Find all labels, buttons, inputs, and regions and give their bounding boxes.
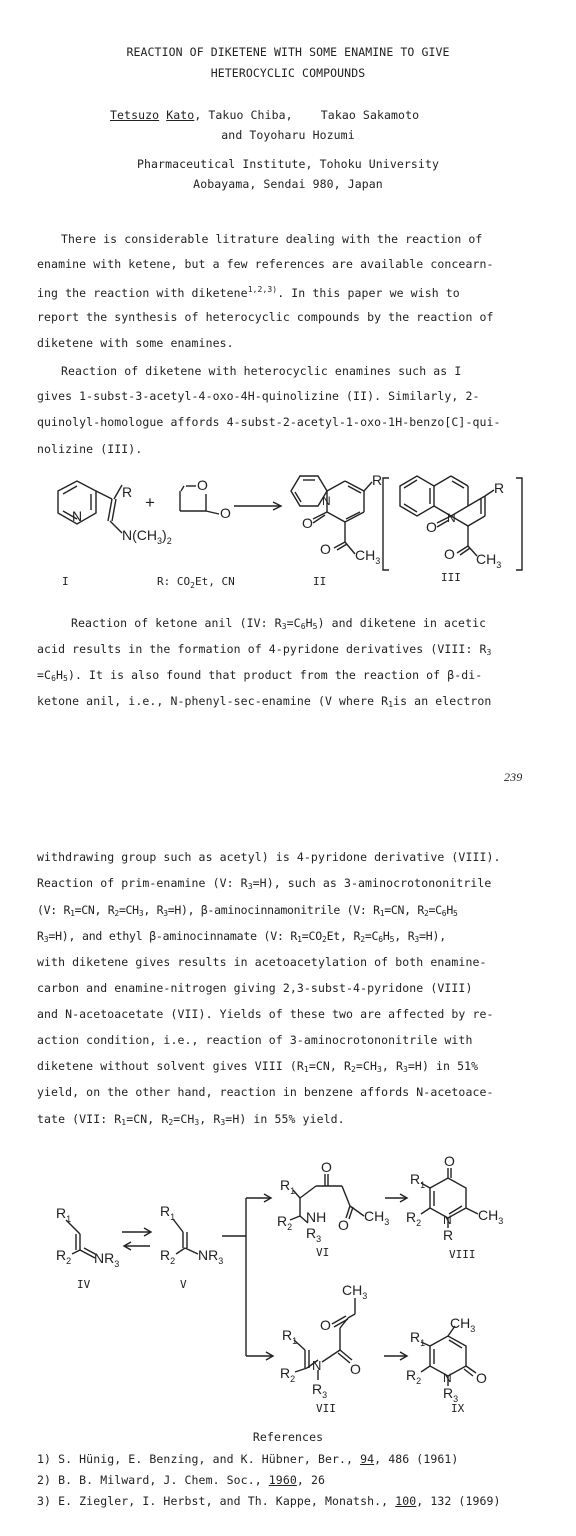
pyridone-ring-IX bbox=[430, 1336, 466, 1376]
subscript: 3 bbox=[486, 648, 492, 657]
label-compound-VIII: VIII bbox=[449, 1248, 476, 1261]
IX-R1: $R_1$ bbox=[410, 1329, 426, 1348]
subscript: 3 bbox=[281, 622, 287, 631]
text: H bbox=[446, 903, 453, 917]
text: acid results in the formation of 4-pyridone derivatives (VIII: R bbox=[37, 642, 487, 656]
IV-R1: $R_1$ bbox=[56, 1205, 72, 1224]
acetyl-methyl-III: $CH_3$ bbox=[476, 551, 502, 570]
para4-line-9 bbox=[37, 1059, 478, 1077]
text: =C bbox=[364, 929, 379, 943]
text: ) and diketene in acetic bbox=[317, 616, 487, 630]
author-line-1 bbox=[110, 108, 419, 122]
carbonyl-oxygen-II: O bbox=[302, 515, 313, 531]
VIII-oxygen: O bbox=[444, 1153, 455, 1169]
IX-nitrogen: N bbox=[443, 1371, 452, 1385]
text: =H) in 51% bbox=[407, 1059, 479, 1073]
subscript: 6 bbox=[300, 622, 306, 631]
text: . In this paper we wish to bbox=[277, 286, 460, 300]
subscript: 2 bbox=[424, 909, 429, 918]
subscript: 3 bbox=[402, 1065, 408, 1074]
VII-ketone-oxygen: O bbox=[320, 1317, 331, 1333]
text: ing the reaction with diketene bbox=[37, 286, 248, 300]
para1-line-2: enamine with ketene, but a few references are available concearn- bbox=[37, 257, 494, 271]
subscript: 3 bbox=[163, 909, 168, 918]
subscript: 6 bbox=[378, 935, 383, 944]
subscript: 5 bbox=[312, 622, 318, 631]
IX-R2: $R_2$ bbox=[406, 1367, 422, 1386]
IV-R2: $R_2$ bbox=[56, 1247, 72, 1266]
text: H bbox=[55, 668, 64, 682]
citation-superscript: 1,2,3) bbox=[247, 285, 278, 294]
volume: 100 bbox=[395, 1494, 417, 1508]
subscript: 3 bbox=[194, 1118, 200, 1127]
paper-title-line-2: HETEROCYCLIC COMPOUNDS bbox=[210, 66, 366, 80]
V-R1: $R_1$ bbox=[160, 1203, 176, 1222]
paper-title-line-1: REACTION OF DIKETENE WITH SOME ENAMINE TO GIVE bbox=[126, 45, 450, 59]
label-substituent-R: R: $CO_2Et$, CN bbox=[157, 575, 235, 590]
subscript: 2 bbox=[321, 935, 327, 944]
IX-methyl: $CH_3$ bbox=[450, 1315, 476, 1334]
label-compound-I: I bbox=[62, 575, 69, 588]
IV-NR3: $NR_3$ bbox=[94, 1250, 120, 1269]
author-2: Takuo Chiba, bbox=[208, 108, 293, 122]
nitrogen-atom-II: N bbox=[322, 494, 331, 508]
IX-oxygen: O bbox=[476, 1370, 487, 1386]
subscript: 3 bbox=[247, 882, 253, 891]
text: Reaction of prim-enamine (V: R bbox=[37, 876, 248, 890]
VI-NH: NH bbox=[306, 1209, 327, 1225]
para1-line-1: There is considerable litrature dealing with the reaction of bbox=[61, 232, 483, 246]
dimethylamino-group: $N(CH_3)_2$ bbox=[122, 527, 172, 546]
text: =CN, R bbox=[74, 903, 115, 917]
reaction-scheme-1 bbox=[0, 466, 576, 596]
subscript: 5 bbox=[63, 674, 68, 683]
VII-nitrogen: N bbox=[312, 1358, 322, 1373]
para2-line-1: Reaction of diketene with heterocyclic enamines such as I bbox=[61, 364, 462, 378]
subscript: 2 bbox=[350, 1065, 356, 1074]
V-R2: $R_2$ bbox=[160, 1247, 176, 1266]
references-heading: References bbox=[252, 1430, 324, 1444]
text: , R bbox=[199, 1112, 221, 1126]
volume: 94 bbox=[360, 1452, 375, 1466]
para2-line-3: quinolyl-homologue affords 4-subst-2-acetyl-1-oxo-1H-benzo[C]-qui- bbox=[37, 415, 501, 429]
text: , R bbox=[394, 929, 415, 943]
author-first-name: Tetsuzo bbox=[110, 108, 160, 122]
label-compound-VII: VII bbox=[316, 1402, 336, 1415]
author-last-name: Kato bbox=[166, 108, 195, 122]
text: is an electron bbox=[393, 694, 492, 708]
text: =C bbox=[37, 668, 52, 682]
text: =C bbox=[428, 903, 442, 917]
acetyl-oxygen-II: O bbox=[320, 541, 331, 557]
page-number: 239 bbox=[504, 770, 523, 784]
text: H bbox=[305, 616, 313, 630]
VI-ketone-oxygen: O bbox=[338, 1217, 349, 1233]
para4-line-7: and N-acetoacetate (VII). Yields of these two are affected by re- bbox=[37, 1007, 494, 1021]
text: =CN, R bbox=[308, 1059, 351, 1073]
VI-R3: $R_3$ bbox=[306, 1225, 322, 1244]
affiliation-line-1: Pharmaceutical Institute, Tohoku University bbox=[136, 157, 439, 171]
pyridone-ring-VIII bbox=[430, 1178, 466, 1218]
subscript: 3 bbox=[138, 909, 144, 918]
VIII-R2: $R_2$ bbox=[406, 1209, 422, 1228]
VII-R1: $R_1$ bbox=[282, 1327, 298, 1346]
text: , 26 bbox=[296, 1473, 325, 1487]
subscript: 2 bbox=[360, 935, 365, 944]
para3-line-2 bbox=[37, 642, 491, 660]
text: (V: R bbox=[37, 903, 71, 917]
subscript: 3 bbox=[220, 1118, 226, 1127]
para1-line-3 bbox=[37, 283, 460, 300]
text: =H), such as 3-aminocrotononitrile bbox=[252, 876, 492, 890]
text: , 486 (1961) bbox=[374, 1452, 459, 1466]
subscript: 1 bbox=[70, 909, 75, 918]
para4-line-1: withdrawing group such as acetyl) is 4-pyridone derivative (VIII). bbox=[37, 850, 501, 864]
text: =CN, R bbox=[126, 1112, 169, 1126]
text: Reaction of ketone anil (IV: R bbox=[71, 616, 282, 630]
subscript: 5 bbox=[452, 909, 458, 918]
para4-line-3 bbox=[37, 903, 457, 921]
subscript: 1 bbox=[297, 935, 302, 944]
substituent-R-II: R bbox=[372, 472, 383, 488]
subscript: 2 bbox=[168, 1118, 174, 1127]
diketene-carbonyl-oxygen: O bbox=[220, 505, 231, 521]
text: , 132 (1969) bbox=[416, 1494, 501, 1508]
subscript: 5 bbox=[389, 935, 395, 944]
text: =CH bbox=[173, 1112, 195, 1126]
text: =H) in 55% yield. bbox=[225, 1112, 345, 1126]
text: 2) B. B. Milward, J. Chem. Soc., bbox=[37, 1473, 269, 1487]
subscript: 2 bbox=[114, 909, 119, 918]
text: , R bbox=[381, 1059, 403, 1073]
para4-line-11 bbox=[37, 1112, 345, 1130]
volume: 1960 bbox=[268, 1473, 297, 1487]
VII-R3: $R_3$ bbox=[312, 1381, 328, 1400]
text: 1) S. Hünig, E. Benzing, and K. Hübner, Ber., bbox=[37, 1452, 361, 1466]
IX-R3: $R_3$ bbox=[443, 1385, 459, 1404]
text: =CH bbox=[118, 903, 139, 917]
nitrogen-atom-III: N bbox=[447, 511, 456, 525]
reference-3 bbox=[37, 1494, 501, 1508]
reference-2 bbox=[37, 1473, 325, 1487]
VIII-nitrogen: N bbox=[443, 1213, 452, 1227]
subscript: 3 bbox=[414, 935, 420, 944]
subscript: 6 bbox=[441, 909, 447, 918]
text: =CN, R bbox=[384, 903, 424, 917]
acetyl-methyl-II: $CH_3$ bbox=[355, 547, 381, 566]
label-compound-II: II bbox=[313, 575, 327, 588]
label-compound-VI: VI bbox=[316, 1246, 330, 1259]
para4-line-8: action condition, i.e., reaction of 3-aminocrotononitrile with bbox=[37, 1033, 473, 1047]
subscript: 6 bbox=[51, 674, 56, 683]
para4-line-10: yield, on the other hand, reaction in benzene affords N-acetoace- bbox=[37, 1085, 494, 1099]
VI-R1: $R_1$ bbox=[280, 1177, 296, 1196]
VII-R2: $R_2$ bbox=[280, 1365, 296, 1384]
text: diketene without solvent gives VIII (R bbox=[37, 1059, 304, 1073]
VI-R2: $R_2$ bbox=[277, 1213, 293, 1232]
text: ). It is also found that product from the reaction of β-di- bbox=[67, 668, 483, 682]
author-3: Takao Sakamoto bbox=[320, 108, 420, 122]
para4-line-6: carbon and enamine-nitrogen giving 2,3-subst-4-pyridone (VIII) bbox=[37, 981, 473, 995]
para4-line-5: with diketene gives results in acetoacetylation of both enamine- bbox=[37, 955, 487, 969]
subscript: 3 bbox=[43, 935, 49, 944]
text: =CO bbox=[301, 929, 322, 943]
subscript: 1 bbox=[303, 1065, 309, 1074]
para2-line-4: nolizine (III). bbox=[37, 442, 143, 456]
author-separator: , bbox=[194, 108, 202, 122]
plus-sign: + bbox=[145, 493, 155, 512]
text: , R bbox=[143, 903, 164, 917]
VIII-R: R bbox=[443, 1227, 454, 1243]
VIII-R1: $R_1$ bbox=[410, 1171, 426, 1190]
VI-oxygen: O bbox=[321, 1159, 332, 1175]
para3-line-1 bbox=[71, 616, 486, 634]
text: 3) E. Ziegler, I. Herbst, and Th. Kappe, Monatsh., bbox=[37, 1494, 396, 1508]
para1-line-5: diketene with some enamines. bbox=[37, 336, 234, 350]
carbonyl-oxygen-III: O bbox=[426, 519, 437, 535]
text: Et, R bbox=[326, 929, 361, 943]
label-compound-IV: IV bbox=[77, 1278, 91, 1291]
para1-line-4: report the synthesis of heterocyclic compounds by the reaction of bbox=[37, 310, 494, 324]
subscript: 1 bbox=[379, 909, 385, 918]
substituent-R-I: R bbox=[122, 484, 133, 500]
VIII-methyl: $CH_3$ bbox=[478, 1207, 504, 1226]
text: =H), and ethyl β-aminocinnamate (V: R bbox=[48, 929, 298, 943]
V-NR3: $NR_3$ bbox=[198, 1247, 224, 1266]
text: R bbox=[37, 929, 44, 943]
label-compound-V: V bbox=[180, 1278, 187, 1291]
reaction-scheme-2 bbox=[0, 1148, 576, 1415]
text: =C bbox=[286, 616, 301, 630]
text: =H), β-aminocinnamonitrile (V: R bbox=[167, 903, 380, 917]
acetyl-oxygen-III: O bbox=[444, 546, 455, 562]
label-compound-III: III bbox=[441, 571, 461, 584]
subscript: 3 bbox=[376, 1065, 382, 1074]
VI-methyl: $CH_3$ bbox=[364, 1208, 390, 1227]
subscript: 1 bbox=[121, 1118, 127, 1127]
para3-line-4 bbox=[37, 694, 491, 712]
reference-1 bbox=[37, 1452, 458, 1466]
text: =H), bbox=[419, 929, 446, 943]
label-compound-IX: IX bbox=[451, 1402, 465, 1415]
nitrogen-atom-I: N bbox=[72, 508, 83, 524]
para2-line-2: gives 1-subst-3-acetyl-4-oxo-4H-quinolizine (II). Similarly, 2- bbox=[37, 389, 480, 403]
subscript: 1 bbox=[388, 700, 394, 709]
para4-line-4 bbox=[37, 929, 446, 947]
author-line-2: and Toyoharu Hozumi bbox=[221, 128, 355, 142]
text: H bbox=[382, 929, 390, 943]
text: ketone anil, i.e., N-phenyl-sec-enamine (V where R bbox=[37, 694, 389, 708]
para3-line-3 bbox=[37, 668, 482, 686]
benzo-ring-III bbox=[400, 476, 434, 516]
text: tate (VII: R bbox=[37, 1112, 122, 1126]
diketene-ring-oxygen: O bbox=[197, 477, 208, 493]
para4-line-2 bbox=[37, 876, 491, 894]
substituent-R-III: R bbox=[494, 480, 505, 496]
affiliation-line-2: Aobayama, Sendai 980, Japan bbox=[193, 177, 383, 191]
VII-methyl: $CH_3$ bbox=[342, 1282, 368, 1301]
VII-amide-oxygen: O bbox=[350, 1361, 361, 1377]
text: =CH bbox=[355, 1059, 377, 1073]
